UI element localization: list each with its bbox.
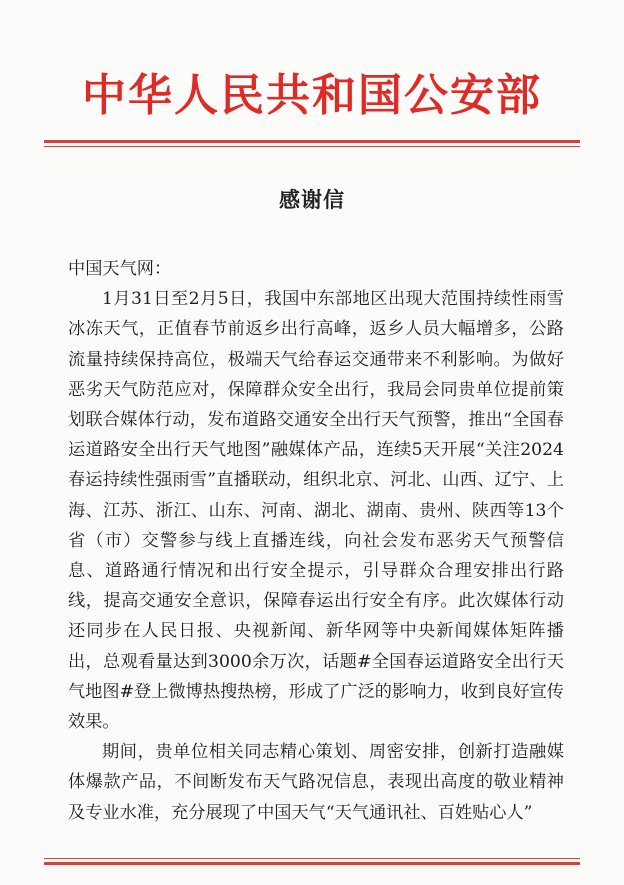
- letter-title: 感谢信: [279, 187, 345, 212]
- letter-body: [68, 254, 564, 828]
- header-rule-thick: [44, 140, 580, 143]
- letter-paragraph-1: 1月31日至2月5日，我国中东部地区出现大范围持续性雨雪冰冻天气，正值春节前返乡出行高峰，返乡人员大幅增多，公路流量持续保持高位，极端天气给春运交通带来不利影响。为做好恶劣天气防范应对，保障群众安全出行，我局会同贵单位提前策划联合媒体行动，发布道路交通安全出行天气预警，推出“全国春运道路安全出行天气地图”融媒体产品，连续5天开展“关注2024春运持续性强雨雪”直播联动，组织北京、河北、山西、辽宁、上海、江苏、浙江、山东、河南、湖北、湖南、贵州、陕西等13个省（市）交警参与线上直播连线，向社会发布恶劣天气预警信息、道路通行情况和出行安全提示，引导群众合理安排出行路线，提高交通安全意识，保障春运出行安全有序。此次媒体行动还同步在人民日报、央视新闻、新华网等中央新闻媒体矩阵播出，总观看量达到3000余万次，话题#全国春运道路安全出行天气地图#登上微博热搜热榜，形成了广泛的影响力，收到良好宣传效果。: [68, 289, 564, 733]
- footer-rule-thick: [44, 862, 580, 865]
- footer-rule-thin: [44, 858, 580, 859]
- letterhead-org-name: 中华人民共和国公安部: [82, 70, 542, 121]
- letter-salutation: 中国天气网：: [68, 259, 172, 279]
- letter-paragraph-2: 期间，贵单位相关同志精心策划、周密安排，创新打造融媒体爆款产品，不间断发布天气路况信息，表现出高度的敬业精神及专业水准，充分展现了中国天气“天气通讯社、百姓贴心人”: [68, 742, 564, 823]
- header-rule-thin: [44, 146, 580, 147]
